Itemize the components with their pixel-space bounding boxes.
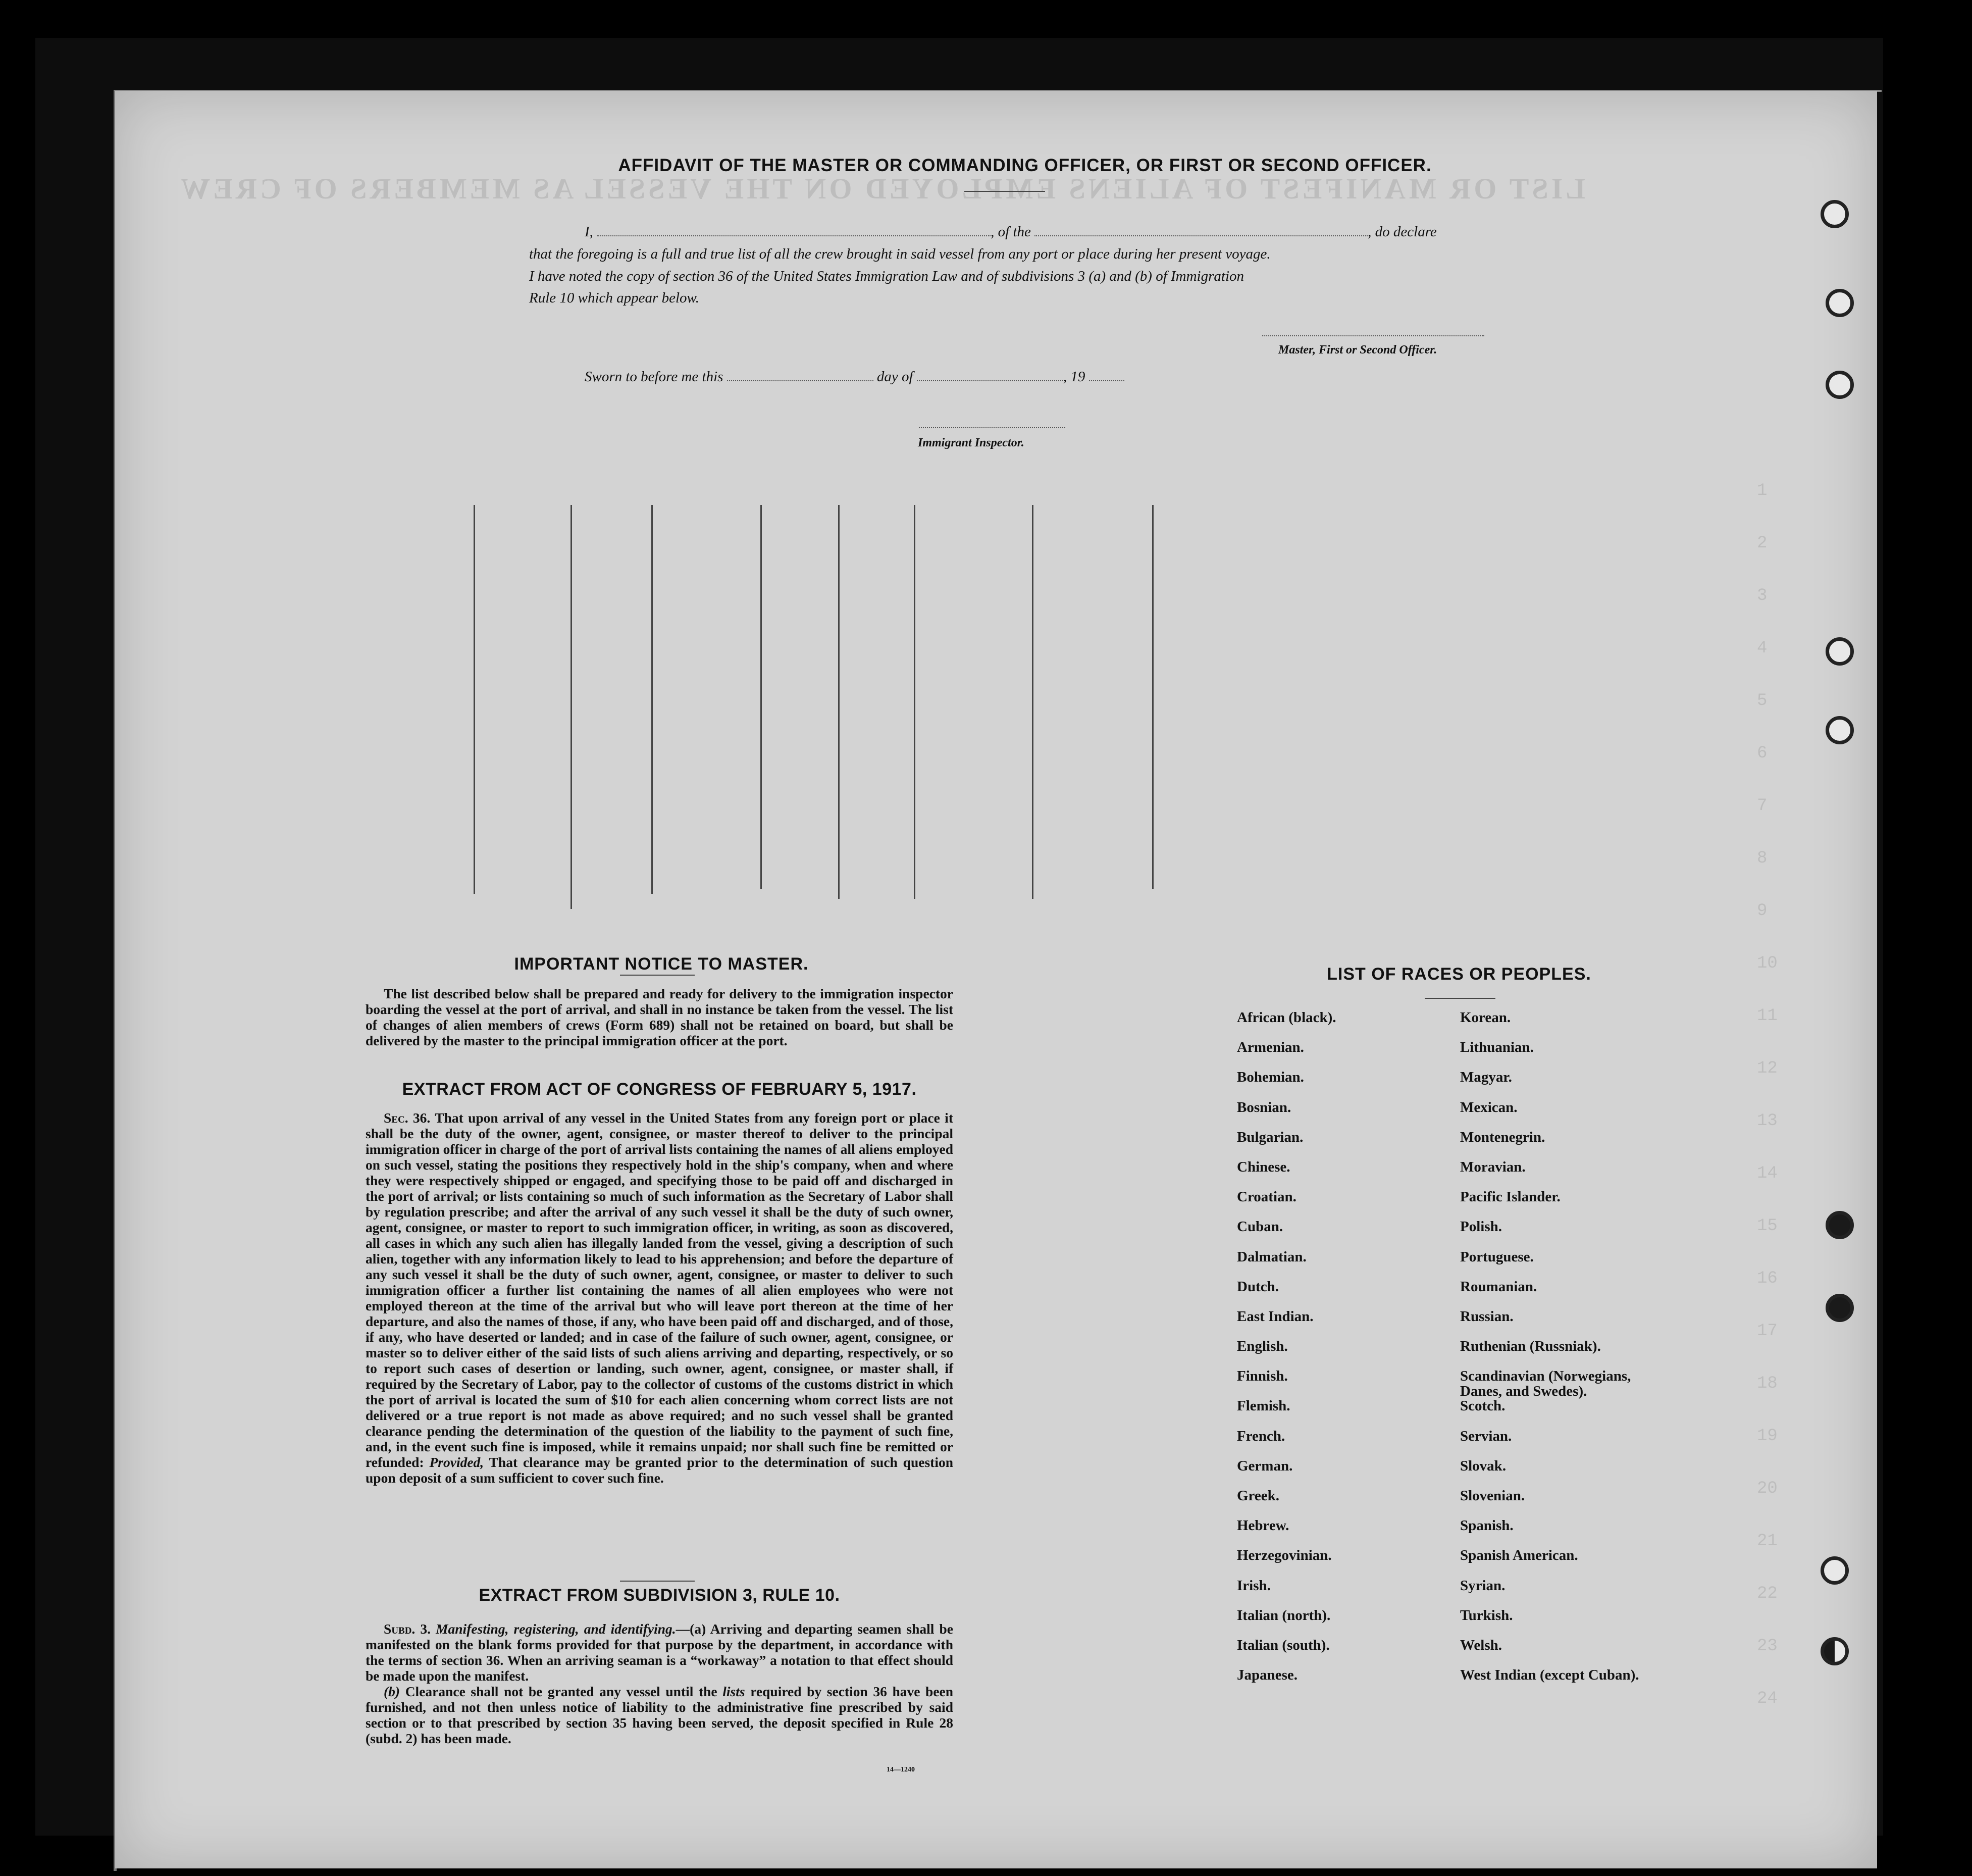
subdivision-heading: Manifesting, registering, and identifying. <box>436 1621 676 1637</box>
affidavit-line-1 <box>585 224 1437 240</box>
race-item: Dalmatian. <box>1237 1248 1307 1265</box>
race-item: Japanese. <box>1237 1667 1298 1684</box>
column-rule <box>570 505 572 909</box>
race-item: Korean. <box>1460 1009 1511 1026</box>
race-item: Lithuanian. <box>1460 1039 1534 1056</box>
race-item: Scotch. <box>1460 1398 1506 1414</box>
binder-hole <box>1826 289 1854 317</box>
act-text: That upon arrival of any vessel in the United States from any foreign port or place it shall be the duty of the owner, agent, consignee, or master thereof to deliver to the principal immigration officer in charge of the port of arrival lists containing the names of all aliens employed on such vessel, stating the positions they respectively hold in the ship's company, when and where they were respectively shipped or engaged, and specifying those to be paid off and discharged in the port of arrival; or lists containing so much of such information as the Secretary of Labor shall by regulation prescribe; and after the arrival of any such vessel it shall be the duty of such owner, agent, consignee, or master to report to such immigration officer, in writing, as soon as discovered, all cases in which any such alien has illegally landed from the vessel, giving a description of such alien, together with any information likely to lead to his apprehension; and before the departure of any such vessel it shall be the duty of such owner, agent, consignee, or master to deliver to such immigration officer a further list containing the names of all alien employees who were not employed thereon at the time of the arrival but who will leave port thereon at the time of her departure, and also the names of those, if any, who have been paid off and discharged, and of those, if any, who have deserted or landed; and in case of the failure of such owner, agent, consignee, or master so to deliver either of the said lists of such aliens arriving and departing, respectively, or so to report such cases of desertion or landing, such owner, agent, consignee, or master shall, if required by the Secretary of Labor, pay to the collector of customs of the customs district in which the port of arrival is located the sum of $10 for each alien concerning whom correct lists are not delivered or a true report is not made as above required; and no such vessel shall be granted clearance pending the determination of the question of the liability to the payment of such fine, and, in the event such fine is imposed, while it remains unpaid; nor shall such fine be remitted or refunded: <box>366 1110 953 1470</box>
race-item: Syrian. <box>1460 1577 1506 1594</box>
act-text-end: That clearance may be granted prior to the determination of such question upon deposit of a sum sufficient to cover such fine. <box>366 1454 954 1486</box>
race-item: Slovak. <box>1460 1457 1507 1474</box>
race-item: Italian (south). <box>1237 1637 1330 1653</box>
race-item: Mexican. <box>1460 1099 1518 1116</box>
race-item: Bosnian. <box>1237 1099 1291 1116</box>
column-rule <box>651 505 653 894</box>
day-of-text: day of <box>876 369 913 385</box>
provided-word: Provided, <box>429 1454 484 1470</box>
binder-hole <box>1826 716 1854 744</box>
race-item: Ruthenian (Russniak). <box>1460 1338 1601 1355</box>
declarant-prefix: I, <box>585 224 593 240</box>
rule-b-text: Clearance shall not be granted any vessel until the <box>405 1684 717 1699</box>
inspector-signature-blank[interactable] <box>919 427 1065 428</box>
bleed-through-numbers: 1 2 3 4 5 6 7 8 9 10 11 12 13 14 15 16 17 18 19 20 21 22 23 24 <box>1757 481 1778 1708</box>
affidavit-line-3: I have noted the copy of section 36 of the United States Immigration Law and of subdivisions 3 (a) and (b) of Immigration <box>529 268 1244 284</box>
notice-rule <box>620 975 695 976</box>
race-item: Hebrew. <box>1237 1517 1289 1534</box>
notice-paragraph: The list described below shall be prepared and ready for delivery to the immigration inspector boarding the vessel at the port of arrival, and shall in no instance be taken from the vessel. The list of changes of alien members of crews (Form 689) shall not be retained on board, but shall be delivered by the master to the principal immigration officer at the port. <box>366 986 953 1048</box>
race-item: English. <box>1237 1338 1288 1355</box>
bleed-through-text: LIST OR MANIFEST OF ALIENS EMPLOYED ON THE VESSEL AS MEMBERS OF CREW <box>178 172 1585 205</box>
title-rule <box>964 191 1045 192</box>
binder-hole <box>1826 1294 1854 1322</box>
races-left-column <box>1237 1010 1449 1697</box>
affidavit-title: AFFIDAVIT OF THE MASTER OR COMMANDING OFFICER, OR FIRST OR SECOND OFFICER. <box>618 156 1432 175</box>
master-signature-blank[interactable] <box>1262 335 1484 336</box>
race-item: Spanish American. <box>1460 1547 1578 1564</box>
rule-paragraph-a <box>366 1621 953 1684</box>
lists-word: lists <box>722 1684 745 1699</box>
vessel-prefix: , of the <box>991 224 1031 240</box>
race-item: Bulgarian. <box>1237 1129 1304 1145</box>
race-item: Finnish. <box>1237 1368 1288 1385</box>
race-item: Pacific Islander. <box>1460 1189 1561 1205</box>
sworn-line <box>585 369 1124 385</box>
vessel-name-blank[interactable] <box>1034 235 1368 236</box>
race-item: Montenegrin. <box>1460 1129 1545 1145</box>
race-item: Magyar. <box>1460 1069 1512 1086</box>
binder-hole <box>1826 637 1854 666</box>
rule-body <box>366 1621 953 1746</box>
affidavit-line-4: Rule 10 which appear below. <box>529 290 699 306</box>
race-item: Spanish. <box>1460 1517 1514 1534</box>
race-item: Dutch. <box>1237 1278 1279 1295</box>
race-item: Chinese. <box>1237 1158 1290 1175</box>
column-rule <box>1032 505 1033 899</box>
race-item: Welsh. <box>1460 1637 1502 1653</box>
races-title: LIST OF RACES OR PEOPLES. <box>1327 965 1591 984</box>
race-item: Flemish. <box>1237 1398 1290 1414</box>
race-item: Italian (north). <box>1237 1607 1331 1624</box>
subdivision-label: Subd. 3. <box>384 1621 431 1637</box>
year-prefix: , 19 <box>1063 369 1085 385</box>
race-item: Herzegovinian. <box>1237 1547 1332 1564</box>
race-item: Servian. <box>1460 1428 1512 1444</box>
declare-text: , do declare <box>1368 224 1437 240</box>
rule-b-label: (b) <box>384 1684 400 1699</box>
races-right-column <box>1460 1010 1672 1697</box>
binder-hole <box>1826 371 1854 399</box>
race-item: Greek. <box>1237 1488 1280 1504</box>
race-item: Polish. <box>1460 1219 1502 1235</box>
sworn-day-blank[interactable] <box>727 380 873 381</box>
binder-hole <box>1821 1637 1849 1665</box>
race-item: Russian. <box>1460 1308 1514 1325</box>
act-rule <box>620 1581 695 1582</box>
rule-a-text: —(a) Arriving and departing seamen shall be manifested on the blank forms provided for that purpose by the department, in accordance with the terms of section 36. When an arriving seaman is a “workaway” a notation to that effect should be made upon the manifest. <box>366 1621 953 1684</box>
rule-paragraph-b <box>366 1684 953 1746</box>
notice-body <box>366 986 953 1048</box>
race-item: East Indian. <box>1237 1308 1314 1325</box>
column-rule <box>474 505 475 894</box>
race-item: Turkish. <box>1460 1607 1513 1624</box>
notice-title: IMPORTANT NOTICE TO MASTER. <box>514 954 809 974</box>
declarant-name-blank[interactable] <box>597 235 991 236</box>
race-item: Croatian. <box>1237 1189 1296 1205</box>
race-item: West Indian (except Cuban). <box>1460 1667 1639 1684</box>
rule-b-text-end: required by section 36 have been furnished, and not then unless notice of liability to the administrative fine prescribed by said section or to that prescribed by section 35 having been served, the deposit specified in Rule 28 (subd. 2) has been made. <box>366 1684 954 1746</box>
column-rule <box>914 505 915 899</box>
sworn-text: Sworn to before me this <box>585 369 723 385</box>
column-rule <box>760 505 762 889</box>
race-item: Roumanian. <box>1460 1278 1537 1295</box>
race-item: Portuguese. <box>1460 1248 1534 1265</box>
race-item: Moravian. <box>1460 1158 1526 1175</box>
race-item: Armenian. <box>1237 1039 1304 1056</box>
rule-title: EXTRACT FROM SUBDIVISION 3, RULE 10. <box>479 1586 840 1605</box>
binder-hole <box>1821 200 1849 228</box>
race-item: French. <box>1237 1428 1285 1444</box>
section-label: Sec. 36. <box>384 1110 431 1126</box>
sworn-year-blank[interactable] <box>1089 380 1124 381</box>
sworn-month-blank[interactable] <box>917 380 1063 381</box>
column-rule <box>1152 505 1154 889</box>
race-item: Bohemian. <box>1237 1069 1304 1086</box>
column-rule <box>838 505 840 899</box>
race-item: Cuban. <box>1237 1219 1283 1235</box>
race-item: African (black). <box>1237 1009 1336 1026</box>
affidavit-line-2: that the foregoing is a full and true list of all the crew brought in said vessel from any port or place during her present voyage. <box>529 246 1271 262</box>
form-number: 14—1240 <box>887 1766 915 1773</box>
binder-hole <box>1826 1211 1854 1239</box>
race-item: Scandinavian (Norwegians, Danes, and Swedes). <box>1460 1368 1631 1400</box>
race-item: German. <box>1237 1457 1293 1474</box>
race-item: Slovenian. <box>1460 1488 1525 1504</box>
act-title: EXTRACT FROM ACT OF CONGRESS OF FEBRUARY 5, 1917. <box>402 1080 917 1099</box>
act-paragraph <box>366 1110 953 1486</box>
master-signature-label: Master, First or Second Officer. <box>1278 343 1437 357</box>
inspector-signature-label: Immigrant Inspector. <box>918 436 1024 449</box>
race-item: Irish. <box>1237 1577 1271 1594</box>
act-body <box>366 1110 953 1486</box>
races-rule <box>1425 998 1495 999</box>
binder-hole <box>1821 1556 1849 1585</box>
